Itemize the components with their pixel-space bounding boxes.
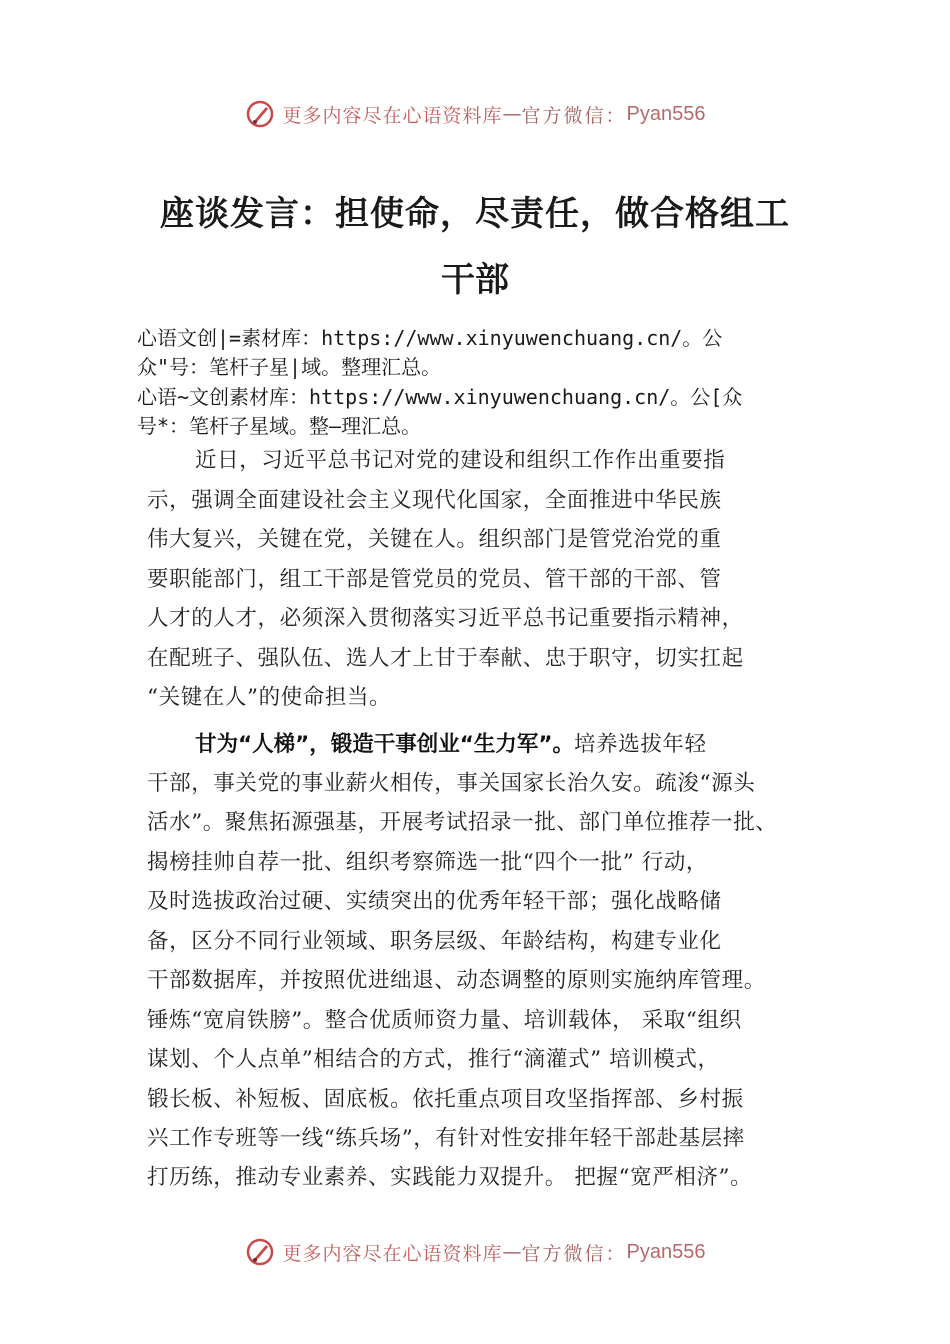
paragraph-line: 要职能部门，组工干部是管党员的党员、管干部的干部、管 <box>147 567 722 592</box>
wechat-id: Pyan556 <box>626 1240 706 1263</box>
paragraph-line: “关键在人”的使命担当。 <box>147 685 392 710</box>
promo-text: 更多内容尽在心语资料库 <box>282 1242 503 1265</box>
paragraph-line: 锻长板、补短板、固底板。依托重点项目攻坚指挥部、乡村振 <box>147 1087 744 1112</box>
wechat-id: Pyan556 <box>626 102 706 125</box>
paragraph-line: 打历练，推动专业素养、实践能力双提升。 把握“宽严相济”。 <box>147 1165 753 1190</box>
source-line-4: 号*：笔杆子星域。整—理汇总。 <box>137 414 422 438</box>
banner-dash: — <box>502 1241 522 1263</box>
footer-banner <box>0 1232 950 1272</box>
document-title-line2: 干部 <box>441 260 509 300</box>
paragraph-line: 示，强调全面建设社会主义现代化国家，全面推进中华民族 <box>147 488 722 513</box>
document-title-line1: 座谈发言：担使命，尽责任，做合格组工 <box>160 194 790 234</box>
source-line-2: 众"号：笔杆子星|域。整理汇总。 <box>137 355 442 379</box>
section-heading: 甘为“人梯”，锻造干事创业“生力军”。 <box>195 732 575 757</box>
paragraph-line: 揭榜挂帅自荐一批、组织考察筛选一批“四个一批” 行动， <box>147 850 709 875</box>
paragraph-line: 及时选拔政治过硬、实绩突出的优秀年轻干部；强化战略储 <box>147 889 722 914</box>
paragraph-line: 人才的人才，必须深入贯彻落实习近平总书记重要指示精神， <box>147 606 744 631</box>
paragraph-line: 锤炼“宽肩铁膀”。整合优质师资力量、培训载体， 采取“组织 <box>147 1008 742 1033</box>
banner-dash: — <box>502 103 522 125</box>
section-heading-rest: 培养选拔年轻 <box>574 732 707 757</box>
paragraph-line: 干部数据库，并按照优进绌退、动态调整的原则实施纳库管理。 <box>147 968 766 993</box>
paragraph-line: 在配班子、强队伍、选人才上甘于奉献、忠于职守，切实扛起 <box>147 646 744 671</box>
paragraph-line: 伟大复兴，关键在党，关键在人。组织部门是管党治党的重 <box>147 527 722 552</box>
paragraph-line: 谋划、个人点单”相结合的方式，推行“滴灌式” 培训模式， <box>147 1047 720 1072</box>
paragraph-line: 活水”。聚焦拓源强基，开展考试招录一批、部门单位推荐一批、 <box>147 810 778 835</box>
paragraph-line: 兴工作专班等一线“练兵场”，有针对性安排年轻干部赴基层摔 <box>147 1126 745 1151</box>
source-line-1: 心语文创|=素材库：https://www.xinyuwenchuang.cn/。公 <box>137 326 723 350</box>
promo-text: 更多内容尽在心语资料库 <box>282 104 503 127</box>
pen-logo-icon <box>245 99 275 129</box>
pen-logo-icon <box>245 1237 275 1267</box>
wechat-label: 官方微信： <box>521 1242 627 1265</box>
paragraph-line: 近日，习近平总书记对党的建设和组织工作作出重要指 <box>195 448 726 473</box>
paragraph-line <box>195 727 707 758</box>
paragraph-line: 干部，事关党的事业薪火相传，事关国家长治久安。疏浚“源头 <box>147 771 756 796</box>
wechat-label: 官方微信： <box>521 104 627 127</box>
header-banner <box>0 94 950 134</box>
paragraph-line: 备，区分不同行业领域、职务层级、年龄结构，构建专业化 <box>147 929 722 954</box>
source-line-3: 心语~文创素材库：https://www.xinyuwenchuang.cn/。公[众 <box>137 385 743 409</box>
